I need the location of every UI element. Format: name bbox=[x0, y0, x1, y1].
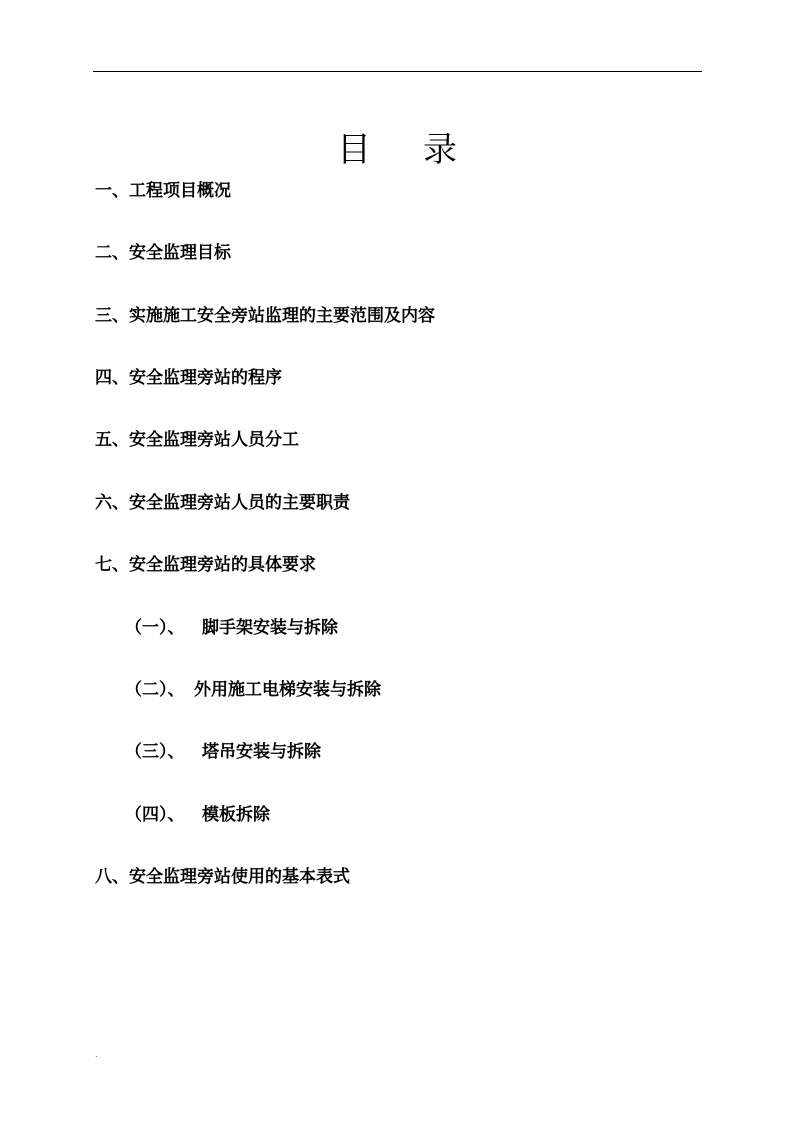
toc-entry-label: 八、安全监理旁站使用的基本表式 bbox=[95, 867, 350, 887]
toc-entry-label: 六、安全监理旁站人员的主要职责 bbox=[95, 493, 350, 513]
toc-subentry-number: （三）、 bbox=[125, 742, 185, 762]
toc-entry-7[interactable] bbox=[95, 553, 316, 577]
toc-title-char-1: 目 bbox=[337, 129, 371, 170]
toc-entry-label: 五、安全监理旁站人员分工 bbox=[95, 430, 299, 450]
toc-title-char-2: 录 bbox=[423, 129, 457, 170]
toc-entry-1[interactable] bbox=[95, 179, 231, 203]
toc-subentry-label: 塔吊安装与拆除 bbox=[202, 742, 321, 762]
toc-subentry-1[interactable] bbox=[125, 616, 338, 640]
toc-entry-4[interactable] bbox=[95, 366, 282, 390]
toc-subentry-3[interactable] bbox=[125, 740, 321, 764]
toc-subentry-number: （一）、 bbox=[125, 618, 185, 638]
toc-subentry-number: （二）、 bbox=[125, 680, 185, 700]
toc-entry-label: 四、安全监理旁站的程序 bbox=[95, 368, 282, 388]
footer-mark: . bbox=[95, 1050, 98, 1059]
toc-entry-6[interactable] bbox=[95, 491, 350, 515]
toc-subentry-label: 脚手架安装与拆除 bbox=[202, 618, 338, 638]
toc-entry-label: 二、安全监理目标 bbox=[95, 243, 231, 263]
toc-subentry-number: （四）、 bbox=[125, 805, 185, 825]
toc-entry-3[interactable] bbox=[95, 304, 435, 328]
toc-subentry-label: 模板拆除 bbox=[202, 805, 270, 825]
toc-subentry-label: 外用施工电梯安装与拆除 bbox=[194, 680, 381, 700]
toc-entry-5[interactable] bbox=[95, 428, 299, 452]
toc-entry-2[interactable] bbox=[95, 241, 231, 265]
toc-entry-label: 三、实施施工安全旁站监理的主要范围及内容 bbox=[95, 306, 435, 326]
toc-entry-8[interactable] bbox=[95, 865, 350, 889]
toc-entry-label: 一、工程项目概况 bbox=[95, 181, 231, 201]
toc-entry-label: 七、安全监理旁站的具体要求 bbox=[95, 555, 316, 575]
toc-subentry-4[interactable] bbox=[125, 803, 270, 827]
toc-subentry-2[interactable] bbox=[125, 678, 381, 702]
